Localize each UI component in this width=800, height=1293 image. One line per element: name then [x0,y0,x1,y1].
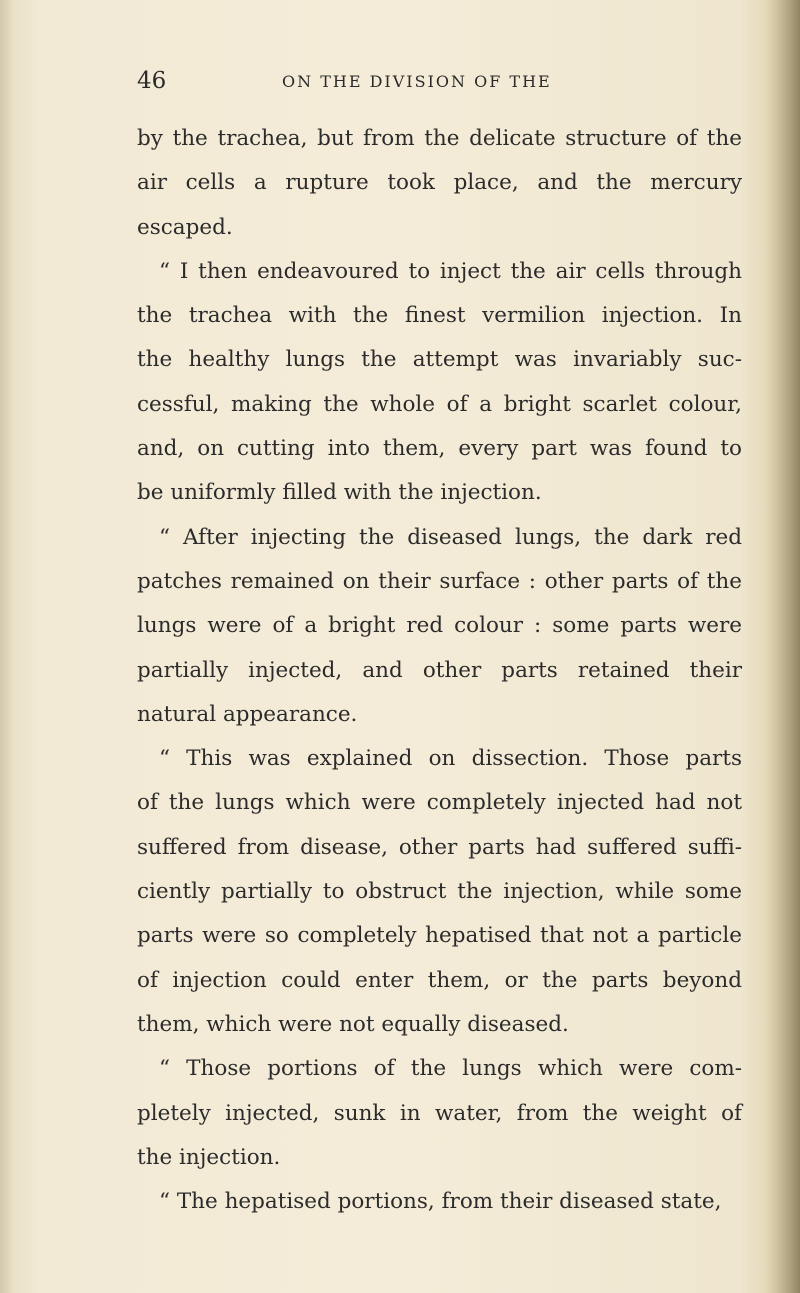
text-line: air cells a rupture took place, and the mercury [137,170,742,196]
text-line: the healthy lungs the attempt was invariably suc- [137,347,742,373]
text-line: of injection could enter them, or the parts beyond [137,967,742,993]
text-line: the injection. [137,1144,281,1170]
text-line: suffered from disease, other parts had suffered suffi- [137,834,742,860]
text-line: them, which were not equally diseased. [137,1011,569,1037]
page-gutter-shadow [764,0,800,1293]
text-line: be uniformly filled with the injection. [137,480,542,506]
text-line: “ This was explained on dissection. Those parts [159,746,742,772]
text-line: partially injected, and other parts retained their [137,657,742,683]
body-text [137,117,742,1224]
page-number: 46 [137,68,167,94]
running-head: ON THE DIVISION OF THE [282,72,552,91]
text-line: the trachea with the finest vermilion injection. In [137,303,742,329]
text-line: by the trachea, but from the delicate structure of the [137,126,742,151]
text-line: “ After injecting the diseased lungs, the dark red [159,524,742,550]
page-left-edge [0,0,14,1293]
page-header [137,68,737,108]
text-line: ciently partially to obstruct the injection, while some [137,879,742,905]
text-line: patches remained on their surface : other parts of the [137,568,742,594]
text-line: lungs were of a bright red colour : some parts were [137,613,742,639]
text-line: natural appearance. [137,701,358,727]
text-line: parts were so completely hepatised that not a particle [137,923,742,949]
text-line: “ The hepatised portions, from their diseased state, [159,1189,722,1215]
text-line: “ Those portions of the lungs which were com- [159,1056,742,1082]
text-line: “ I then endeavoured to inject the air cells through [159,258,742,284]
text-line: pletely injected, sunk in water, from the weight of [137,1100,742,1126]
text-line: cessful, making the whole of a bright scarlet colour, [137,391,742,417]
text-line: and, on cutting into them, every part was found to [137,436,742,462]
text-line: of the lungs which were completely injected had not [137,790,742,816]
text-line: escaped. [137,214,233,240]
